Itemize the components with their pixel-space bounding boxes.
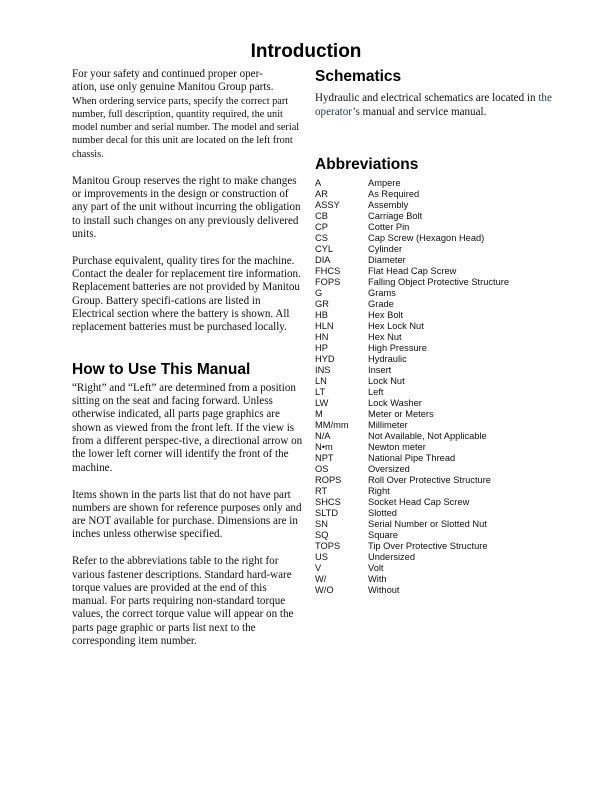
parts-list-paragraph: Items shown in the parts list that do not have part numbers are shown for reference purposes only and are NOT available for purchase. Dimensions are in inches unless otherwise specified. xyxy=(72,488,302,541)
abbreviation-meaning: Cotter Pin xyxy=(368,222,410,233)
abbreviation-meaning: Cap Screw (Hexagon Head) xyxy=(368,233,485,244)
abbreviation-meaning: Meter or Meters xyxy=(368,409,434,420)
abbreviation-meaning: Undersized xyxy=(368,552,416,563)
abbreviation-row xyxy=(315,497,555,508)
abbreviation-code: HYD xyxy=(315,354,335,365)
how-to-use-heading: How to Use This Manual xyxy=(72,360,251,378)
abbreviation-row xyxy=(315,299,555,310)
abbreviation-row xyxy=(315,178,555,189)
abbreviation-row xyxy=(315,486,555,497)
abbreviation-row xyxy=(315,244,555,255)
abbreviation-row xyxy=(315,211,555,222)
abbreviation-code: FOPS xyxy=(315,277,341,288)
abbreviation-meaning: Millimeter xyxy=(368,420,408,431)
abbreviation-code: ASSY xyxy=(315,200,340,211)
abbreviation-meaning: As Required xyxy=(368,189,420,200)
abbreviation-row xyxy=(315,442,555,453)
abbreviation-code: SN xyxy=(315,519,328,530)
schematics-text-before: Hydraulic and electrical schematics are located in xyxy=(315,92,539,104)
abbreviation-meaning: Newton meter xyxy=(368,442,426,453)
abbreviation-row xyxy=(315,519,555,530)
abbreviation-row xyxy=(315,574,555,585)
abbreviation-row xyxy=(315,530,555,541)
abbreviation-meaning: Right xyxy=(368,486,390,497)
abbreviation-meaning: Not Available, Not Applicable xyxy=(368,431,487,442)
abbreviation-row xyxy=(315,233,555,244)
intro-end-mark: . xyxy=(101,147,104,160)
abbreviation-meaning: Grade xyxy=(368,299,394,310)
abbreviation-meaning: Volt xyxy=(368,563,384,574)
abbreviation-code: HN xyxy=(315,332,329,343)
abbreviation-row xyxy=(315,409,555,420)
abbreviation-code: N/A xyxy=(315,431,331,442)
abbreviation-row xyxy=(315,508,555,519)
abbreviation-row xyxy=(315,541,555,552)
abbreviation-meaning: Without xyxy=(368,585,400,596)
abbreviation-code: CP xyxy=(315,222,328,233)
abbreviation-row xyxy=(315,288,555,299)
schematics-heading: Schematics xyxy=(315,68,402,85)
abbreviation-code: SHCS xyxy=(315,497,341,508)
abbreviation-code: HB xyxy=(315,310,328,321)
abbreviation-row xyxy=(315,464,555,475)
abbreviation-row xyxy=(315,387,555,398)
changes-paragraph: Manitou Group reserves the right to make changes or improvements in the design or construction of any part of the unit without incurring the obligation to install such changes on any previously delivered units. xyxy=(72,174,301,240)
abbreviation-meaning: Lock Washer xyxy=(368,398,422,409)
right-left-paragraph: “Right” and “Left” are determined from a position sitting on the seat and facing forward. Unless otherwise indicated, all parts page graphics are shown as viewed from the front left. If the view is from a different perspec-tive, a directional arrow on the lower left corner will identify the front of the machine. xyxy=(72,381,303,474)
schematics-text-after: manual and service manual. xyxy=(359,105,487,118)
left-column xyxy=(72,68,304,662)
abbreviation-meaning: National Pipe Thread xyxy=(368,453,456,464)
abbreviation-meaning: Flat Head Cap Screw xyxy=(368,266,457,277)
abbreviation-code: CYL xyxy=(315,244,334,255)
abbreviation-row xyxy=(315,365,555,376)
abbreviation-meaning: Serial Number or Slotted Nut xyxy=(368,519,487,530)
abbreviation-meaning: Carriage Bolt xyxy=(368,211,423,222)
abbreviation-meaning: Ampere xyxy=(368,178,401,189)
abbreviation-code: W/O xyxy=(315,585,334,596)
abbreviation-code: RT xyxy=(315,486,328,497)
abbreviation-code: LN xyxy=(315,376,327,387)
abbreviation-row xyxy=(315,266,555,277)
abbreviation-row xyxy=(315,585,555,596)
abbreviation-code: HLN xyxy=(315,321,334,332)
abbreviation-meaning: Square xyxy=(368,530,398,541)
abbreviation-code: US xyxy=(315,552,328,563)
abbreviation-code: NPT xyxy=(315,453,334,464)
intro-line-1: For your safety and continued proper oper- xyxy=(72,68,263,80)
abbreviation-code: SLTD xyxy=(315,508,339,519)
abbreviation-code: CB xyxy=(315,211,328,222)
page-title: Introduction xyxy=(250,41,362,62)
abbreviation-meaning: Cylinder xyxy=(368,244,403,255)
abbreviation-meaning: Falling Object Protective Structure xyxy=(368,277,510,288)
abbreviation-row xyxy=(315,453,555,464)
abbreviation-code: FHCS xyxy=(315,266,341,277)
abbreviation-code: HP xyxy=(315,343,328,354)
abbreviation-code: GR xyxy=(315,299,329,310)
abbreviation-row xyxy=(315,255,555,266)
abbreviation-meaning: Grams xyxy=(368,288,396,299)
abbreviation-row xyxy=(315,310,555,321)
abbreviation-code: LW xyxy=(315,398,329,409)
abbreviation-row xyxy=(315,475,555,486)
abbreviation-meaning: Lock Nut xyxy=(368,376,405,387)
abbreviation-meaning: High Pressure xyxy=(368,343,427,354)
abbreviation-code: ROPS xyxy=(315,475,342,486)
abbreviation-code: AR xyxy=(315,189,328,200)
torque-paragraph: Refer to the abbreviations table to the right for various fastener descriptions. Standard hard-ware torque values are provided at the end of this manual. For parts requiring non-standard torque values, the correct torque value will appear on the parts page graphic or parts list next to the corresponding item number. xyxy=(72,555,294,648)
abbreviation-code: M xyxy=(315,409,323,420)
abbreviation-meaning: Socket Head Cap Screw xyxy=(368,497,470,508)
abbreviation-code: LT xyxy=(315,387,326,398)
abbreviation-row xyxy=(315,343,555,354)
abbreviation-meaning: Hex Bolt xyxy=(368,310,404,321)
abbreviation-meaning: Assembly xyxy=(368,200,409,211)
right-column xyxy=(315,68,555,596)
abbreviation-code: W/ xyxy=(315,574,327,585)
abbreviation-row xyxy=(315,189,555,200)
intro-paragraph xyxy=(72,68,304,161)
intro-rest: When ordering service parts, specify the correct part number, full description, quantity required, the unit model number and serial number. The model and serial number decal for this unit are located on the left front chassis xyxy=(72,95,300,160)
abbreviation-row xyxy=(315,563,555,574)
abbreviation-meaning: With xyxy=(368,574,387,585)
intro-line-2: ation, use only genuine Manitou Group parts. xyxy=(72,81,274,94)
abbreviation-meaning: Tip Over Protective Structure xyxy=(368,541,488,552)
abbreviations-table xyxy=(315,178,555,596)
abbreviation-row xyxy=(315,376,555,387)
abbreviation-meaning: Oversized xyxy=(368,464,410,475)
abbreviation-code: MM/mm xyxy=(315,420,349,431)
abbreviation-code: DIA xyxy=(315,255,331,266)
schematics-paragraph xyxy=(315,92,555,119)
abbreviation-row xyxy=(315,431,555,442)
abbreviation-row xyxy=(315,277,555,288)
abbreviation-meaning: Hydraulic xyxy=(368,354,407,365)
abbreviation-meaning: Slotted xyxy=(368,508,397,519)
abbreviation-code: INS xyxy=(315,365,331,376)
abbreviation-row xyxy=(315,222,555,233)
abbreviation-meaning: Diameter xyxy=(368,255,406,266)
abbreviation-row xyxy=(315,354,555,365)
abbreviation-code: V xyxy=(315,563,322,574)
abbreviation-row xyxy=(315,332,555,343)
abbreviation-code: G xyxy=(315,288,323,299)
schematics-text-tinted: the operator’s xyxy=(315,92,552,118)
abbreviation-meaning: Hex Lock Nut xyxy=(368,321,424,332)
abbreviation-row xyxy=(315,200,555,211)
abbreviation-meaning: Left xyxy=(368,387,384,398)
abbreviation-code: SQ xyxy=(315,530,329,541)
abbreviation-meaning: Insert xyxy=(368,365,392,376)
abbreviation-code: TOPS xyxy=(315,541,341,552)
abbreviation-meaning: Hex Nut xyxy=(368,332,402,343)
abbreviation-code: OS xyxy=(315,464,329,475)
abbreviation-row xyxy=(315,552,555,563)
abbreviations-heading: Abbreviations xyxy=(315,156,419,174)
abbreviation-code: N•m xyxy=(315,442,333,453)
abbreviation-row xyxy=(315,420,555,431)
abbreviation-code: A xyxy=(315,178,322,189)
tires-batteries-paragraph: Purchase equivalent, quality tires for the machine. Contact the dealer for replacement tire information. Replacement batteries are not provided by Manitou Group. Battery specifi-cations are listed in Electrical section where the battery is shown. All replacement batteries must be purchased locally. xyxy=(72,254,301,334)
abbreviation-meaning: Roll Over Protective Structure xyxy=(368,475,491,486)
abbreviation-code: CS xyxy=(315,233,328,244)
abbreviation-row xyxy=(315,321,555,332)
abbreviation-row xyxy=(315,398,555,409)
